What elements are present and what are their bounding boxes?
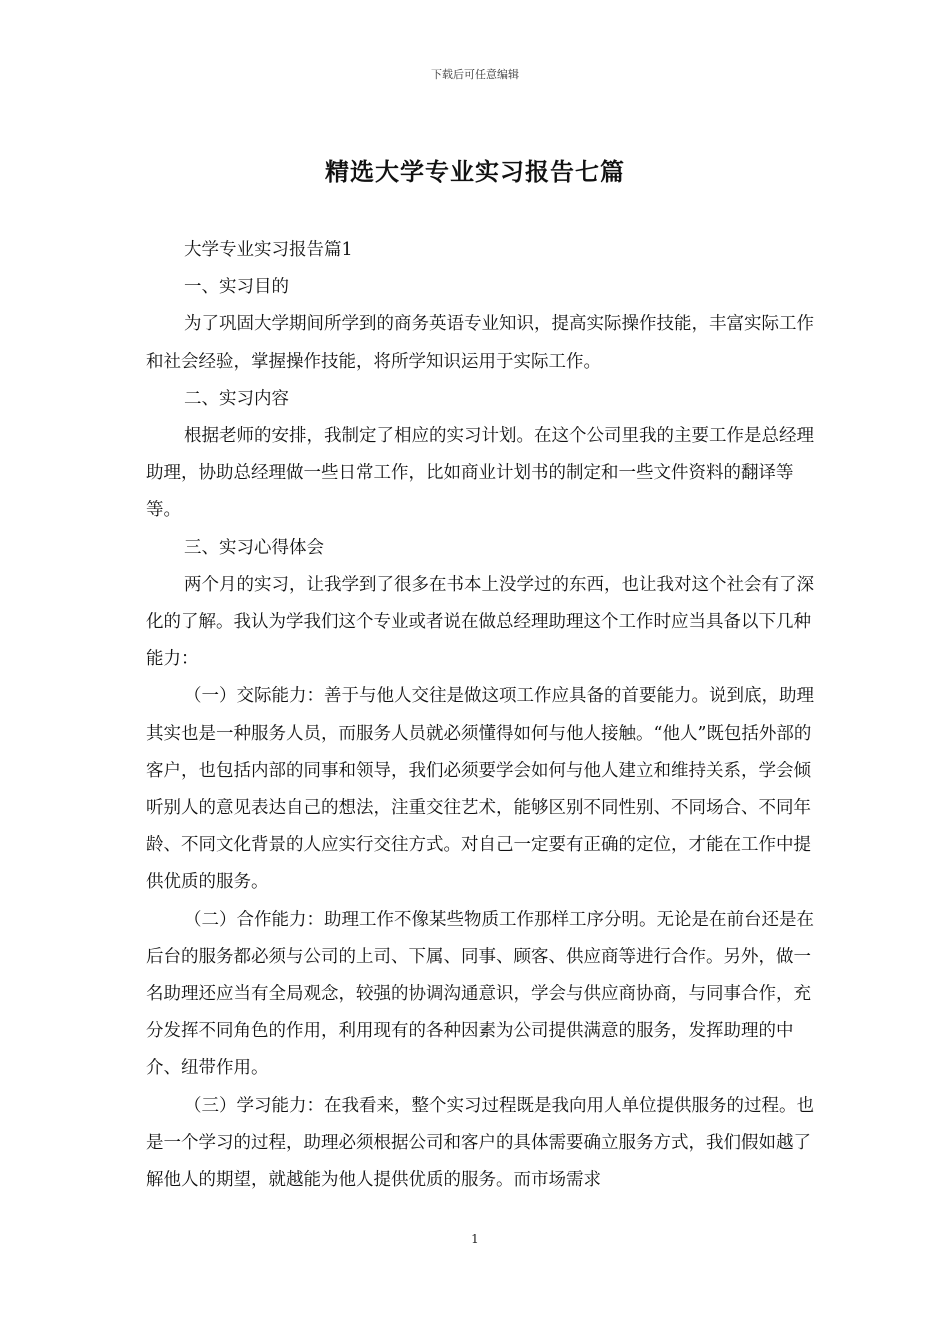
section-heading: 大学专业实习报告篇1 xyxy=(184,240,353,260)
paragraph: 两个月的实习，让我学到了很多在书本上没学过的东西，也让我对这个社会有了深化的了解。我认为学我们这个专业或者说在做总经理助理这个工作时应当具备以下几种能力： xyxy=(146,574,814,670)
header-note: 下载后可任意编辑 xyxy=(431,68,519,81)
subsection-heading: 一、实习目的 xyxy=(184,277,289,298)
document-title: 精选大学专业实习报告七篇 xyxy=(325,157,625,186)
paragraph: （二）合作能力：助理工作不像某些物质工作那样工序分明。无论是在前台还是在后台的服务都必须与公司的上司、下属、同事、顾客、供应商等进行合作。另外，做一名助理还应当有全局观念，较强的协调沟通意识，学会与供应商协商，与同事合作，充分发挥不同角色的作用，利用现有的各种因素为公司提供满意的服务，发挥助理的中介、纽带作用。 xyxy=(146,909,814,1079)
subsection-heading: 二、实习内容 xyxy=(184,388,289,409)
document-body xyxy=(146,232,814,1199)
paragraph: 为了巩固大学期间所学到的商务英语专业知识，提高实际操作技能，丰富实际工作和社会经验，掌握操作技能，将所学知识运用于实际工作。 xyxy=(146,314,814,372)
paragraph: （三）学习能力：在我看来，整个实习过程既是我向用人单位提供服务的过程。也是一个学习的过程，助理必须根据公司和客户的具体需要确立服务方式，我们假如越了解他人的期望，就越能为他人提供优质的服务。而市场需求 xyxy=(146,1095,814,1191)
subsection-heading: 三、实习心得体会 xyxy=(184,537,324,558)
page-number: 1 xyxy=(471,1232,479,1246)
paragraph: （一）交际能力：善于与他人交往是做这项工作应具备的首要能力。说到底，助理其实也是一种服务人员，而服务人员就必须懂得如何与他人接触。“他人”既包括外部的客户，也包括内部的同事和领导，我们必须要学会如何与他人建立和维持关系，学会倾听别人的意见表达自己的想法，注重交往艺术，能够区别不同性别、不同场合、不同年龄、不同文化背景的人应实行交往方式。对自己一定要有正确的定位，才能在工作中提供优质的服务。 xyxy=(146,686,814,893)
paragraph: 根据老师的安排，我制定了相应的实习计划。在这个公司里我的主要工作是总经理助理，协助总经理做一些日常工作，比如商业计划书的制定和一些文件资料的翻译等等。 xyxy=(146,426,814,521)
